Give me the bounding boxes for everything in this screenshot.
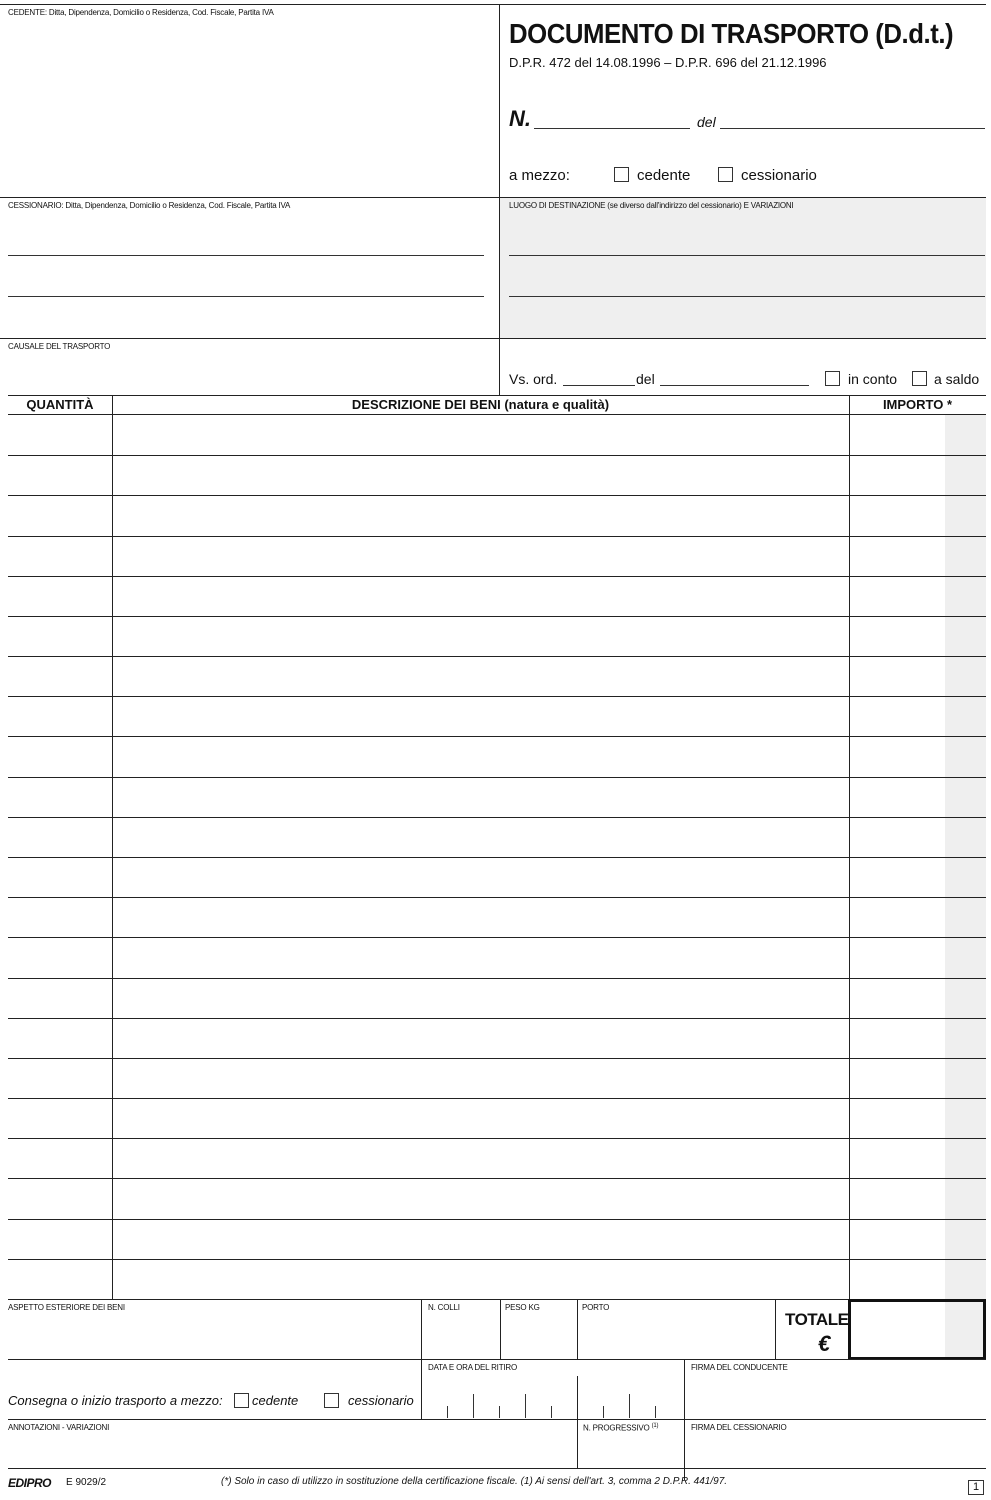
page-number-box: [968, 1480, 984, 1495]
table-row[interactable]: [8, 696, 986, 736]
consegna-label: Consegna o inizio trasporto a mezzo:: [8, 1393, 223, 1408]
vs-ord-date-field[interactable]: [660, 385, 809, 386]
time-divider: [577, 1376, 578, 1420]
table-top-border: [8, 395, 986, 396]
peso-divider: [500, 1299, 501, 1359]
footnote: (*) Solo in caso di utilizzo in sostituzione della certificazione fiscale. (1) Ai sensi dell'art. 3, comma 2 D.P.R. 441/97.: [221, 1476, 728, 1487]
table-row[interactable]: [8, 817, 986, 857]
in-conto-checkbox[interactable]: [825, 371, 840, 386]
mezzo-cessionario-checkbox[interactable]: [718, 167, 733, 182]
progressivo-label: [583, 1423, 658, 1433]
footer-bottom-border: [8, 1468, 986, 1469]
table-row[interactable]: [8, 857, 986, 897]
destinazione-line-1[interactable]: [509, 255, 985, 256]
number-label: N.: [509, 106, 531, 131]
consegna-cessionario-checkbox[interactable]: [324, 1393, 339, 1408]
aspetto-label: ASPETTO ESTERIORE DEI BENI: [8, 1303, 125, 1312]
vs-ord-del-label: del: [636, 371, 655, 387]
table-row[interactable]: [8, 576, 986, 616]
date-tick-2: [473, 1394, 474, 1418]
currency-symbol: €: [818, 1331, 831, 1356]
table-row[interactable]: [8, 897, 986, 937]
progressivo-divider: [577, 1419, 578, 1469]
mezzo-label: a mezzo:: [509, 167, 570, 184]
a-saldo-label: a saldo: [934, 371, 980, 387]
time-tick-1: [603, 1406, 604, 1418]
table-row[interactable]: [8, 1259, 986, 1299]
mezzo-cedente-checkbox[interactable]: [614, 167, 629, 182]
consegna-cedente-checkbox[interactable]: [234, 1393, 249, 1408]
footer-row-2-border: [8, 1359, 986, 1360]
document-subtitle: D.P.R. 472 del 14.08.1996 – D.P.R. 696 del 21.12.1996: [509, 55, 827, 70]
date-tick-5: [551, 1406, 552, 1418]
table-row[interactable]: [8, 536, 986, 576]
colli-label: N. COLLI: [428, 1303, 460, 1312]
cessionario-label: CESSIONARIO: Ditta, Dipendenza, Domicilio o Residenza, Cod. Fiscale, Partita IVA: [8, 201, 291, 210]
table-row[interactable]: [8, 1138, 986, 1178]
header-quantita: QUANTITÀ: [26, 397, 94, 412]
destinazione-label: LUOGO DI DESTINAZIONE (se diverso dall'indirizzo del cessionario) E VARIAZIONI: [509, 201, 794, 210]
table-row[interactable]: [8, 1018, 986, 1058]
totale-label: TOTALE: [785, 1310, 849, 1329]
consegna-cedente-label: cedente: [252, 1393, 299, 1408]
causale-label: CAUSALE DEL TRASPORTO: [8, 342, 111, 351]
document-title: DOCUMENTO DI TRASPORTO (D.d.t.): [509, 18, 954, 49]
totale-box[interactable]: [848, 1299, 986, 1360]
mezzo-cessionario-label: cessionario: [741, 167, 817, 184]
table-row[interactable]: [8, 495, 986, 535]
table-row[interactable]: [8, 1098, 986, 1138]
date-label: del: [697, 114, 716, 130]
firma-cessionario-label: FIRMA DEL CESSIONARIO: [691, 1423, 787, 1432]
table-row[interactable]: [8, 415, 986, 455]
totale-divider: [775, 1299, 776, 1359]
cessionario-line-2[interactable]: [8, 296, 484, 297]
table-row[interactable]: [8, 1178, 986, 1218]
number-field[interactable]: [534, 128, 690, 129]
progressivo-text: N. PROGRESSIVO: [583, 1423, 650, 1433]
consegna-cessionario-label: cessionario: [348, 1393, 414, 1408]
footer-top-border: [8, 1299, 986, 1300]
date-tick-3: [499, 1406, 500, 1418]
destinazione-area: [500, 198, 986, 338]
peso-label: PESO KG: [505, 1303, 540, 1312]
edipro-logo: EDIPRO: [8, 1476, 52, 1490]
a-saldo-checkbox[interactable]: [912, 371, 927, 386]
table-row[interactable]: [8, 1219, 986, 1259]
table-row[interactable]: [8, 455, 986, 495]
table-row[interactable]: [8, 937, 986, 977]
cessionario-line-1[interactable]: [8, 255, 484, 256]
cedente-label: CEDENTE: Ditta, Dipendenza, Domicilio o Residenza, Cod. Fiscale, Partita IVA: [8, 8, 274, 17]
page-number: 1: [972, 1481, 980, 1493]
header-importo: IMPORTO *: [882, 397, 953, 412]
porto-divider: [577, 1299, 578, 1359]
time-tick-2: [629, 1394, 630, 1418]
table-row[interactable]: [8, 777, 986, 817]
table-row[interactable]: [8, 978, 986, 1018]
annotazioni-label: ANNOTAZIONI - VARIAZIONI: [8, 1423, 110, 1432]
data-ora-label: DATA E ORA DEL RITIRO: [428, 1363, 518, 1372]
table-row[interactable]: [8, 656, 986, 696]
vs-ord-label: Vs. ord.: [509, 371, 558, 387]
mezzo-cedente-label: cedente: [637, 167, 691, 184]
destinazione-line-2[interactable]: [509, 296, 985, 297]
table-row[interactable]: [8, 1058, 986, 1098]
in-conto-label: in conto: [848, 371, 898, 387]
top-border: [0, 4, 986, 5]
product-code: E 9029/2: [66, 1477, 107, 1488]
table-row[interactable]: [8, 736, 986, 776]
progressivo-note: (1): [651, 1423, 659, 1429]
vs-ord-field[interactable]: [563, 385, 635, 386]
table-row[interactable]: [8, 616, 986, 656]
date-tick-1: [447, 1406, 448, 1418]
footer-row-3-border: [8, 1419, 986, 1420]
header-descrizione: DESCRIZIONE DEI BENI (natura e qualità): [351, 397, 610, 412]
causale-divider: [0, 338, 986, 339]
date-tick-4: [525, 1394, 526, 1418]
firma-conducente-label: FIRMA DEL CONDUCENTE: [691, 1363, 788, 1372]
date-field[interactable]: [720, 128, 985, 129]
porto-label: PORTO: [582, 1303, 610, 1312]
time-tick-3: [655, 1406, 656, 1418]
